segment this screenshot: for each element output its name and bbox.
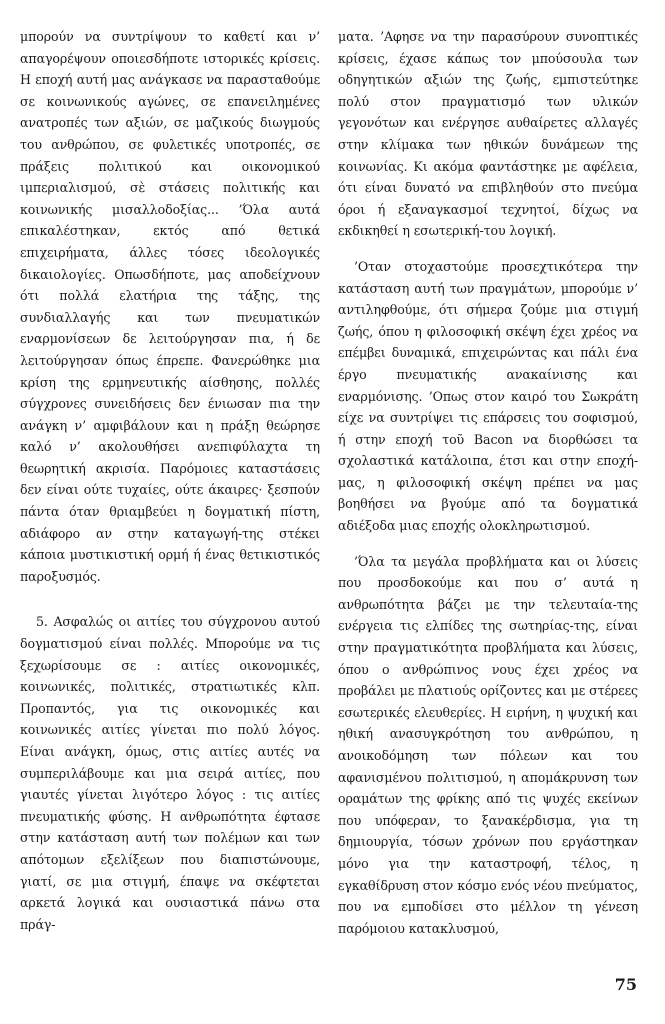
paragraph: ’Όλα τα μεγάλα προβλήματα και οι λύσεις που προσδοκούμε και που σ’ αυτά η ανθρωπότητα βάζει με την τελευταία-της ενέργεια τις ελπίδες της σωτηρίας-της, είναι στην πραγματικότητα προβλήματα και λύσεις, όπου ο ανθρώπινος νους έχει χρέος να προβάλει με πλατιούς ορίζοντες και με στέρεες εσωτερικές ελευθερίες. Η ειρήνη, η ψυχική και ηθική ανασυγκρότηση του ανθρώπου, η ανοικοδόμηση των πόλεων και του αφανισμένου πολιτισμού, η απομάκρυνση των οραμάτων της φρίκης από τις ψυχές εκείνων που υπόφεραν, το ξανακέρδισμα, για τη δημιουργία, τόσων χρόνων που εργάστηκαν μόνο για την καταστροφή, τέλος, η εγκαθίδρυση στον κόσμο ενός νέου πνεύματος, που να εμποδίσει στο μέλλον τη γένεση παρόμοιου κατακλυσμού, bbox=[338, 553, 638, 936]
paragraph: ματα. ’Αφησε να την παρασύρουν συνοπτικές κρίσεις, έχασε κάπως τον μπούσουλα των οδηγητικών αξιών της ζωής, εμπιστεύτηκε πολύ στον πραγματισμό των υλικών γεγονότων και ενέργησε αυθαίρετες αλλαγές στην κλίμακα των ηθικών δυνάμεων της κοινωνίας. Κι ακόμα φαντάστηκε με αφέλεια, ότι είναι δυνατό να επιβληθούν στο πνεύμα όροι ή εξαναγκασμοί τεχνητοί, δίχως να εκδικηθεί η εσωτερική-του λογική. bbox=[338, 29, 638, 239]
right-column bbox=[338, 26, 638, 939]
paragraph: ’Οταν στοχαστούμε προσεχτικότερα την κατάσταση αυτή των πραγμάτων, μπορούμε ν’ αντιληφθούμε, ότι σήμερα ζούμε μια στιγμή ζωής, όπου η φιλοσοφική σκέψη έχει χρέος να επέμβει δυναμικά, επιχειρώντας και πάλι ένα έργο πνευματικής ανακαίνισης και εναρμόνισης. ’Οπως στον καιρό του Σωκράτη είχε να συντρίψει τις επάρσεις του σοφισμού, ή στην εποχή τοῦ Bacon να διορθώσει τα σχολαστικά κατάλοιπα, έτσι και στην εποχή-μας, η φιλοσοφική σκέψη πρέπει να μας βοηθήσει να βγούμε από τα δογματικά αδιέξοδα μιας εποχής ολοκληρωτισμού. bbox=[338, 258, 638, 534]
left-column bbox=[20, 26, 320, 935]
paragraph: μπορούν να συντρίψουν το καθετί και ν’ απαγορέψουν οποιεσδήποτε ιστορικές κρίσεις. Η εποχή αυτή μας ανάγκασε να παρασταθούμε σε κοινωνικούς αγώνες, σε επανειλημένες ανατροπές των αξιών, σε μαζικούς διωγμούς του ανθρώπου, σε φυλετικές υποτροπές, σε πράξεις πολιτικού και οικονομικού ιμπεριαλισμού, σὲ στάσεις πολιτικής και κοινωνικής μισαλλοδοξίας... ’Όλα αυτά επικαλέστηκαν, εκτός από θετικά επιχειρήματα, άλλες τόσες ιδεολογικές δικαιολογίες. Οπωσδήποτε, μας αποδείχνουν ότι πολλά ελατήρια της τάξης, της συνδιαλλαγής και των πνευματικών εναρμονίσεων δε λειτούργησαν πια, ή δε λειτούργησαν όπως έπρεπε. Φανερώθηκε μια κρίση της ερμηνευτικής αίσθησης, πολλές σύγχρονες συνειδήσεις δεν ένιωσαν πια την ανάγκη ν’ αμφιβάλουν και η πράξη θεώρησε καλό ν’ ακολουθήσει ανεπιφύλαχτα τη θεωρητική ακρισία. Παρόμοιες καταστάσεις δεν είναι ούτε τυχαίες, ούτε άκαιρες· ξεσπούν πάντα όταν θριαμβεύει η δογματική πίστη, αδιάφορο αν στην καταγωγή-της στέκει κάποια μυστικιστική ορμή ή ένας θετικιστικός παροξυσμός. bbox=[20, 29, 320, 584]
page-number: 75 bbox=[614, 975, 637, 994]
paragraph-section-5: 5. Ασφαλώς οι αιτίες του σύγχρονου αυτού δογματισμού είναι πολλές. Μπορούμε να τις ξεχωρίσουμε σε : αιτίες οικονομικές, κοινωνικές, πολιτικές, στρατιωτικές κλπ. Προπαντός, για τις οικονομικές και κοινωνικές αιτίες γίνεται πιο πολύ λόγος. Είναι ανάγκη, όμως, στις αιτίες αυτές να συμπεριλάβουμε και μια σειρά αιτίες, που γιαυτές γίνεται λιγότερο λόγος : τις αιτίες πνευματικής φύσης. Η ανθρωπότητα έφτασε στην κατάσταση αυτή των πολέμων και των απότομων εξελίξεων που διαπιστώνουμε, γιατί, σε μια στιγμή, έπαψε να σκέφτεται αρκετά λογικά και ουσιαστικά πάνω στα πράγ- bbox=[20, 614, 320, 932]
